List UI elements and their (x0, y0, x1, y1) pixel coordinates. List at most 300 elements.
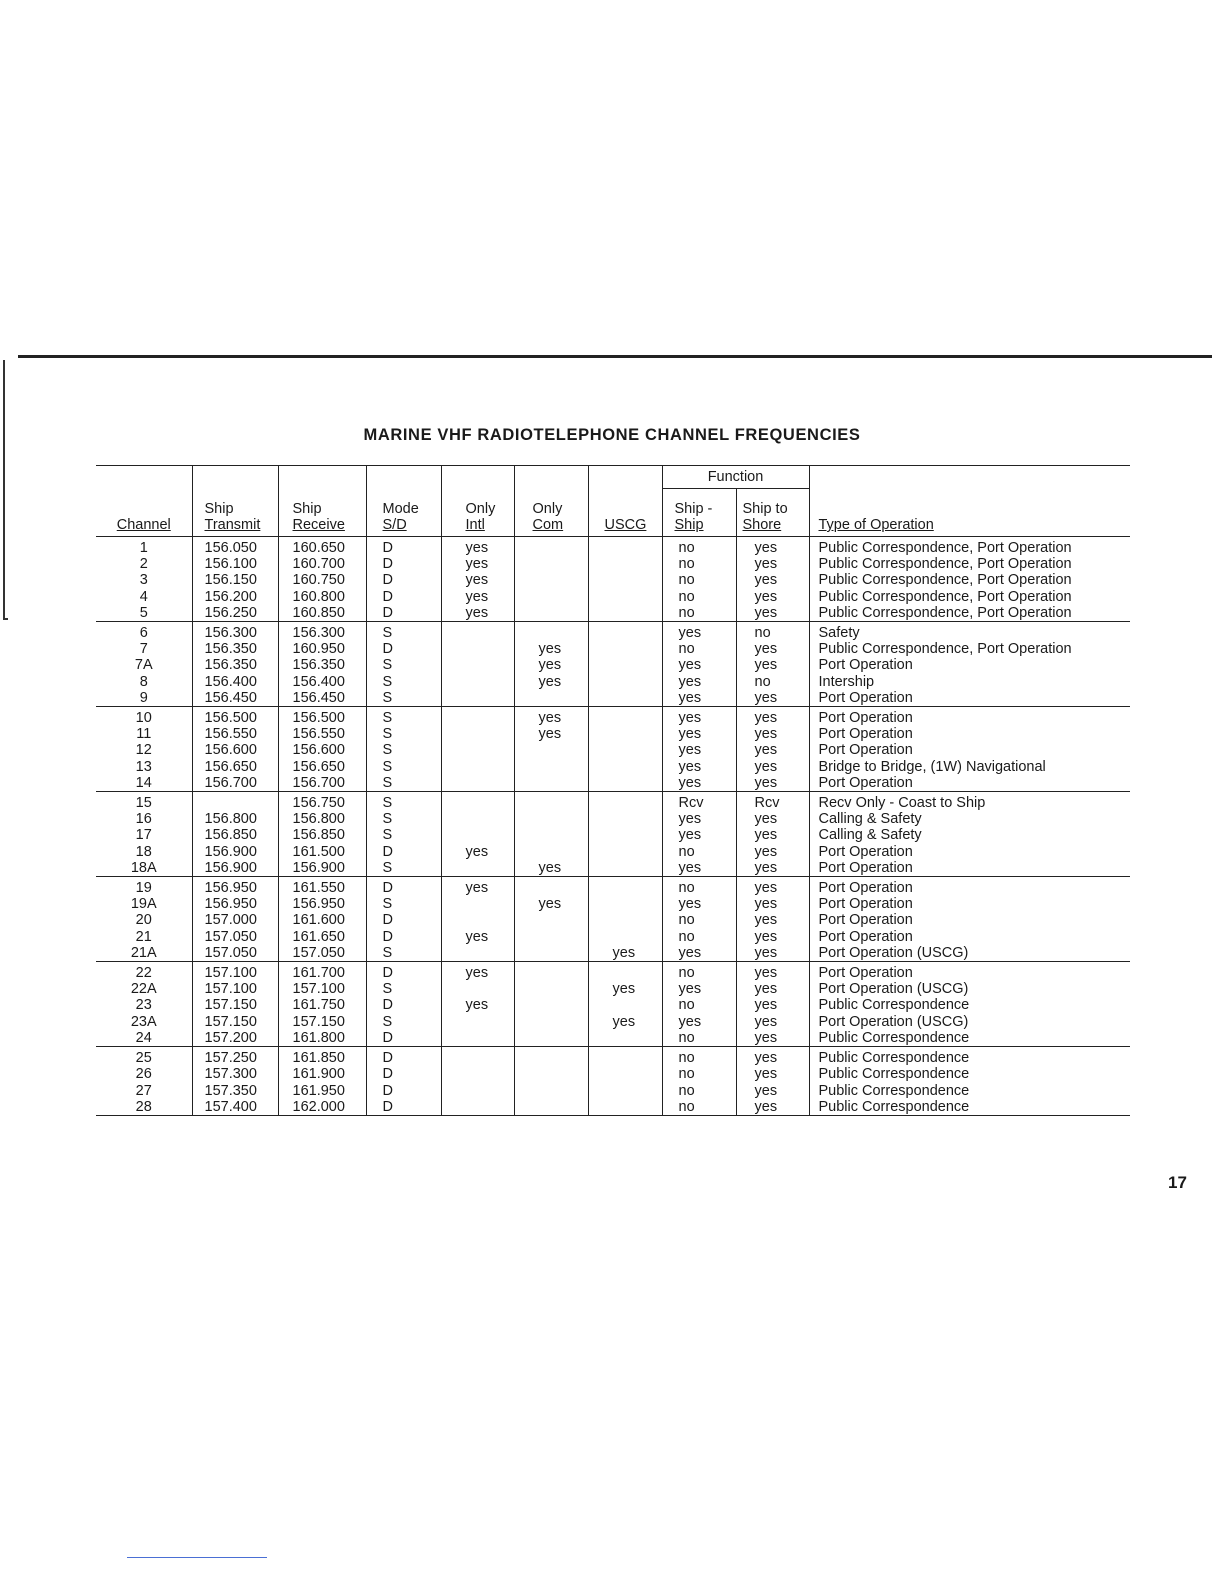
only-com-cell (514, 1030, 588, 1047)
ship-ship-cell: yes (662, 759, 736, 775)
type-of-operation-cell: Public Correspondence, Port Operation (818, 604, 1072, 621)
ship-ship-cell: no (662, 997, 736, 1013)
ship-receive-cell: 156.400 (278, 674, 366, 690)
bottom-rule (127, 1557, 267, 1558)
only-com-cell (514, 981, 588, 997)
uscg-cell (588, 556, 662, 572)
uscg-header: USCG (588, 489, 662, 537)
ship-ship-cell: Rcv (662, 792, 736, 812)
channel-cell: 24 (96, 1030, 192, 1047)
only-com-cell (514, 759, 588, 775)
uscg-cell (588, 674, 662, 690)
left-margin-tick (3, 618, 8, 620)
ship-transmit-cell: 156.100 (192, 556, 278, 572)
mode-cell: S (366, 896, 441, 912)
ship-receive-cell: 156.450 (278, 690, 366, 707)
ship-receive-header: Ship Receive (278, 489, 366, 537)
ship-transmit-cell: 156.900 (192, 844, 278, 860)
ship-shore-cell: yes (736, 912, 809, 928)
only-intl-cell (441, 827, 514, 843)
channel-group (96, 707, 1130, 792)
mode-cell: S (366, 827, 441, 843)
ship-ship-cell: yes (662, 742, 736, 758)
uscg-cell (588, 1047, 662, 1067)
ship-shore-cell: yes (736, 759, 809, 775)
mode-cell: S (366, 674, 441, 690)
table-row (96, 775, 1130, 792)
type-of-operation-cell: Public Correspondence, Port Operation (818, 556, 1072, 573)
ship-receive-cell: 161.850 (278, 1047, 366, 1067)
table-row (96, 1066, 1130, 1082)
ship-shore-cell: yes (736, 962, 809, 982)
channel-cell: 6 (96, 622, 192, 642)
ship-transmit-cell: 157.150 (192, 1014, 278, 1030)
only-com-cell (514, 572, 588, 588)
ship-shore-cell: yes (736, 1083, 809, 1099)
ship-ship-cell: no (662, 537, 736, 557)
ship-ship-cell: yes (662, 707, 736, 727)
ship-ship-cell: yes (662, 690, 736, 707)
table-row (96, 792, 1130, 812)
type-of-operation-cell: Bridge to Bridge, (1W) Navigational (818, 758, 1046, 775)
table-row (96, 759, 1130, 775)
ship-receive-cell: 157.100 (278, 981, 366, 997)
only-com-cell: yes (514, 674, 588, 690)
only-intl-cell: yes (441, 962, 514, 982)
ship-ship-cell: no (662, 1099, 736, 1116)
type-of-operation-cell: Port Operation (818, 912, 913, 929)
ship-ship-cell: yes (662, 827, 736, 843)
ship-shore-cell: yes (736, 860, 809, 877)
ship-ship-cell: no (662, 962, 736, 982)
ship-ship-cell: no (662, 589, 736, 605)
only-com-cell (514, 792, 588, 812)
channel-cell: 23 (96, 997, 192, 1013)
ship-receive-cell: 161.700 (278, 962, 366, 982)
type-of-operation-cell: Calling & Safety (818, 811, 922, 828)
mode-cell: D (366, 1030, 441, 1047)
header-row (96, 489, 1130, 537)
ship-ship-cell: yes (662, 1014, 736, 1030)
table-row (96, 589, 1130, 605)
mode-cell: S (366, 759, 441, 775)
ship-shore-cell: yes (736, 589, 809, 605)
only-com-cell (514, 945, 588, 962)
only-intl-cell (441, 912, 514, 928)
mode-cell: S (366, 726, 441, 742)
mode-cell: D (366, 572, 441, 588)
channel-cell: 21 (96, 929, 192, 945)
channel-cell: 27 (96, 1083, 192, 1099)
ship-ship-cell: yes (662, 945, 736, 962)
ship-shore-cell: yes (736, 556, 809, 572)
ship-ship-cell: yes (662, 896, 736, 912)
only-intl-cell (441, 860, 514, 877)
ship-receive-cell: 161.500 (278, 844, 366, 860)
ship-receive-cell: 160.950 (278, 641, 366, 657)
uscg-cell (588, 827, 662, 843)
type-of-operation-cell: Port Operation (818, 859, 913, 876)
mode-cell: D (366, 1066, 441, 1082)
ship-receive-cell: 161.600 (278, 912, 366, 928)
ship-transmit-cell: 156.200 (192, 589, 278, 605)
ship-transmit-cell: 157.200 (192, 1030, 278, 1047)
uscg-cell (588, 997, 662, 1013)
uscg-cell (588, 962, 662, 982)
channel-cell: 19A (96, 896, 192, 912)
type-of-operation-cell: Public Correspondence, Port Operation (818, 572, 1072, 589)
ship-receive-cell: 156.550 (278, 726, 366, 742)
table-row (96, 860, 1130, 877)
ship-transmit-cell: 156.350 (192, 641, 278, 657)
ship-transmit-cell: 156.900 (192, 860, 278, 877)
only-com-cell (514, 622, 588, 642)
table-row (96, 1030, 1130, 1047)
only-com-cell (514, 929, 588, 945)
ship-receive-cell: 156.600 (278, 742, 366, 758)
uscg-cell (588, 896, 662, 912)
only-intl-cell (441, 690, 514, 707)
only-intl-cell (441, 1083, 514, 1099)
uscg-cell (588, 912, 662, 928)
ship-transmit-header: Ship Transmit (192, 489, 278, 537)
uscg-cell (588, 811, 662, 827)
channel-cell: 17 (96, 827, 192, 843)
only-com-cell (514, 827, 588, 843)
type-of-operation-cell: Calling & Safety (818, 827, 922, 844)
uscg-cell (588, 605, 662, 622)
mode-cell: S (366, 1014, 441, 1030)
mode-cell: S (366, 622, 441, 642)
only-intl-cell (441, 622, 514, 642)
ship-transmit-cell: 156.850 (192, 827, 278, 843)
ship-transmit-cell: 156.950 (192, 877, 278, 897)
table-row (96, 1047, 1130, 1067)
ship-shore-cell: yes (736, 844, 809, 860)
mode-header: Mode S/D (366, 489, 441, 537)
uscg-cell (588, 1030, 662, 1047)
ship-transmit-cell: 156.400 (192, 674, 278, 690)
uscg-cell: yes (588, 1014, 662, 1030)
type-of-operation-cell: Port Operation (818, 843, 913, 860)
ship-ship-cell: yes (662, 657, 736, 673)
ship-shore-cell: yes (736, 572, 809, 588)
ship-shore-cell: yes (736, 657, 809, 673)
ship-shore-cell: yes (736, 896, 809, 912)
channel-group (96, 537, 1130, 622)
type-of-operation-header: Type of Operation (818, 517, 934, 533)
type-of-operation-cell: Port Operation (818, 689, 913, 706)
ship-receive-cell: 162.000 (278, 1099, 366, 1116)
channel-cell: 20 (96, 912, 192, 928)
type-of-operation-cell: Port Operation (USCG) (818, 1013, 969, 1030)
type-of-operation-cell: Public Correspondence, Port Operation (818, 641, 1072, 658)
ship-transmit-cell: 157.400 (192, 1099, 278, 1116)
type-of-operation-cell: Port Operation (USCG) (818, 981, 969, 998)
only-com-cell (514, 912, 588, 928)
channel-cell: 18 (96, 844, 192, 860)
ship-transmit-cell: 156.700 (192, 775, 278, 792)
ship-shore-cell: yes (736, 726, 809, 742)
only-intl-cell (441, 742, 514, 758)
ship-ship-cell: yes (662, 981, 736, 997)
ship-transmit-cell: 157.100 (192, 981, 278, 997)
channel-group (96, 622, 1130, 707)
table-row (96, 981, 1130, 997)
only-intl-cell: yes (441, 997, 514, 1013)
ship-transmit-cell: 156.950 (192, 896, 278, 912)
ship-receive-cell: 156.500 (278, 707, 366, 727)
channel-cell: 25 (96, 1047, 192, 1067)
type-of-operation-cell: Port Operation (818, 726, 913, 743)
table-row (96, 707, 1130, 727)
ship-shore-cell: yes (736, 981, 809, 997)
only-intl-cell: yes (441, 589, 514, 605)
ship-transmit-cell: 156.650 (192, 759, 278, 775)
ship-ship-cell: no (662, 929, 736, 945)
only-intl-header: Only Intl (441, 489, 514, 537)
only-intl-cell (441, 707, 514, 727)
table-row (96, 929, 1130, 945)
channel-cell: 12 (96, 742, 192, 758)
ship-receive-cell: 161.950 (278, 1083, 366, 1099)
type-of-operation-cell: Public Correspondence, Port Operation (809, 537, 1130, 557)
only-intl-cell: yes (441, 572, 514, 588)
only-intl-cell (441, 641, 514, 657)
ship-transmit-cell: 157.050 (192, 945, 278, 962)
mode-cell: S (366, 707, 441, 727)
mode-cell: D (366, 605, 441, 622)
ship-receive-cell: 156.700 (278, 775, 366, 792)
only-intl-cell (441, 811, 514, 827)
only-com-header: Only Com (514, 489, 588, 537)
only-intl-cell: yes (441, 556, 514, 572)
channel-cell: 22 (96, 962, 192, 982)
ship-shore-cell: yes (736, 707, 809, 727)
type-of-operation-cell: Port Operation (818, 742, 913, 759)
ship-receive-cell: 156.750 (278, 792, 366, 812)
only-intl-cell (441, 945, 514, 962)
channel-cell: 19 (96, 877, 192, 897)
ship-ship-cell: no (662, 1066, 736, 1082)
mode-cell: S (366, 775, 441, 792)
uscg-cell (588, 759, 662, 775)
uscg-cell (588, 726, 662, 742)
channel-header: Channel (96, 489, 192, 537)
mode-cell: D (366, 589, 441, 605)
only-intl-cell (441, 896, 514, 912)
only-intl-cell: yes (441, 537, 514, 557)
only-com-cell (514, 997, 588, 1013)
ship-receive-cell: 161.900 (278, 1066, 366, 1082)
only-intl-cell (441, 657, 514, 673)
only-intl-cell (441, 1066, 514, 1082)
ship-receive-cell: 156.650 (278, 759, 366, 775)
mode-cell: D (366, 537, 441, 557)
channel-cell: 18A (96, 860, 192, 877)
ship-ship-cell: yes (662, 622, 736, 642)
mode-cell: D (366, 877, 441, 897)
only-intl-cell (441, 674, 514, 690)
only-com-cell (514, 775, 588, 792)
ship-ship-cell: no (662, 877, 736, 897)
mode-cell: S (366, 657, 441, 673)
only-intl-cell (441, 1030, 514, 1047)
channel-cell: 1 (96, 537, 192, 557)
only-intl-cell: yes (441, 844, 514, 860)
only-com-cell: yes (514, 860, 588, 877)
ship-transmit-cell: 156.500 (192, 707, 278, 727)
mode-cell: D (366, 912, 441, 928)
ship-shore-cell: yes (736, 775, 809, 792)
ship-shore-cell: yes (736, 1047, 809, 1067)
ship-shore-cell: Rcv (736, 792, 809, 812)
only-com-cell (514, 877, 588, 897)
only-com-cell (514, 1066, 588, 1082)
top-rule (18, 355, 1212, 358)
mode-cell: D (366, 556, 441, 572)
type-of-operation-cell: Port Operation (818, 896, 913, 913)
only-intl-cell: yes (441, 929, 514, 945)
channel-cell: 22A (96, 981, 192, 997)
ship-transmit-cell (192, 792, 278, 812)
type-of-operation-cell: Public Correspondence (818, 1066, 970, 1083)
uscg-cell: yes (588, 945, 662, 962)
ship-receive-cell: 157.050 (278, 945, 366, 962)
ship-receive-cell: 156.800 (278, 811, 366, 827)
ship-ship-cell: no (662, 556, 736, 572)
ship-ship-cell: no (662, 1083, 736, 1099)
uscg-cell: yes (588, 981, 662, 997)
only-com-cell (514, 1083, 588, 1099)
table-row (96, 962, 1130, 982)
only-com-cell (514, 1047, 588, 1067)
ship-transmit-cell: 156.150 (192, 572, 278, 588)
ship-receive-cell: 161.650 (278, 929, 366, 945)
ship-ship-cell: no (662, 844, 736, 860)
table-row (96, 622, 1130, 642)
only-intl-cell (441, 759, 514, 775)
mode-cell: D (366, 929, 441, 945)
uscg-cell (588, 657, 662, 673)
channel-group (96, 877, 1130, 962)
ship-receive-cell: 156.900 (278, 860, 366, 877)
page-title: MARINE VHF RADIOTELEPHONE CHANNEL FREQUENCIES (363, 426, 861, 444)
ship-shore-cell: yes (736, 1066, 809, 1082)
ship-receive-cell: 157.150 (278, 1014, 366, 1030)
channel-cell: 13 (96, 759, 192, 775)
ship-transmit-cell: 156.050 (192, 537, 278, 557)
ship-ship-cell: no (662, 1047, 736, 1067)
only-com-cell (514, 962, 588, 982)
uscg-cell (588, 860, 662, 877)
uscg-cell (588, 1099, 662, 1116)
ship-transmit-cell: 156.300 (192, 622, 278, 642)
mode-cell: D (366, 1047, 441, 1067)
ship-shore-cell: yes (736, 742, 809, 758)
ship-shore-cell: no (736, 674, 809, 690)
ship-receive-cell: 160.800 (278, 589, 366, 605)
channel-cell: 3 (96, 572, 192, 588)
only-intl-cell (441, 726, 514, 742)
mode-cell: S (366, 742, 441, 758)
table-row (96, 877, 1130, 897)
ship-shore-cell: yes (736, 1014, 809, 1030)
only-com-cell (514, 589, 588, 605)
table-row (96, 537, 1130, 557)
only-com-cell: yes (514, 641, 588, 657)
only-com-cell (514, 605, 588, 622)
ship-ship-header: Ship - Ship (662, 489, 736, 537)
ship-transmit-cell: 157.100 (192, 962, 278, 982)
only-intl-cell (441, 1099, 514, 1116)
table-row (96, 945, 1130, 962)
ship-transmit-cell: 156.450 (192, 690, 278, 707)
type-of-operation-cell: Port Operation (809, 962, 1130, 982)
uscg-cell (588, 742, 662, 758)
table-row (96, 726, 1130, 742)
uscg-cell (588, 690, 662, 707)
type-of-operation-cell: Port Operation (809, 707, 1130, 727)
ship-shore-header: Ship to Shore (736, 489, 809, 537)
channel-cell: 21A (96, 945, 192, 962)
mode-cell: D (366, 962, 441, 982)
mode-cell: S (366, 792, 441, 812)
ship-shore-cell: no (736, 622, 809, 642)
left-margin-mark (3, 360, 5, 618)
only-intl-cell (441, 981, 514, 997)
ship-ship-cell: yes (662, 775, 736, 792)
channel-cell: 26 (96, 1066, 192, 1082)
only-intl-cell: yes (441, 877, 514, 897)
ship-receive-cell: 160.700 (278, 556, 366, 572)
table-row (96, 997, 1130, 1013)
mode-cell: D (366, 997, 441, 1013)
type-of-operation-cell: Public Correspondence (809, 1099, 1130, 1116)
channel-cell: 23A (96, 1014, 192, 1030)
only-intl-cell: yes (441, 605, 514, 622)
mode-cell: S (366, 945, 441, 962)
table-row (96, 641, 1130, 657)
type-of-operation-cell: Intership (818, 673, 875, 690)
ship-shore-cell: yes (736, 945, 809, 962)
channel-cell: 16 (96, 811, 192, 827)
mode-cell: S (366, 981, 441, 997)
type-of-operation-cell: Port Operation (809, 877, 1130, 897)
channel-cell: 14 (96, 775, 192, 792)
mode-cell: D (366, 844, 441, 860)
channel-cell: 2 (96, 556, 192, 572)
uscg-cell (588, 775, 662, 792)
mode-cell: D (366, 641, 441, 657)
mode-cell: D (366, 1083, 441, 1099)
ship-receive-cell: 161.550 (278, 877, 366, 897)
ship-receive-cell: 156.850 (278, 827, 366, 843)
channel-frequency-table (96, 465, 1130, 1116)
channel-cell: 7A (96, 657, 192, 673)
only-intl-cell (441, 1014, 514, 1030)
ship-ship-cell: no (662, 912, 736, 928)
table-row (96, 1083, 1130, 1099)
table-row (96, 827, 1130, 843)
uscg-cell (588, 622, 662, 642)
only-intl-cell (441, 792, 514, 812)
ship-shore-cell: yes (736, 641, 809, 657)
uscg-cell (588, 1083, 662, 1099)
ship-ship-cell: no (662, 1030, 736, 1047)
table-row (96, 811, 1130, 827)
ship-transmit-cell: 157.050 (192, 929, 278, 945)
